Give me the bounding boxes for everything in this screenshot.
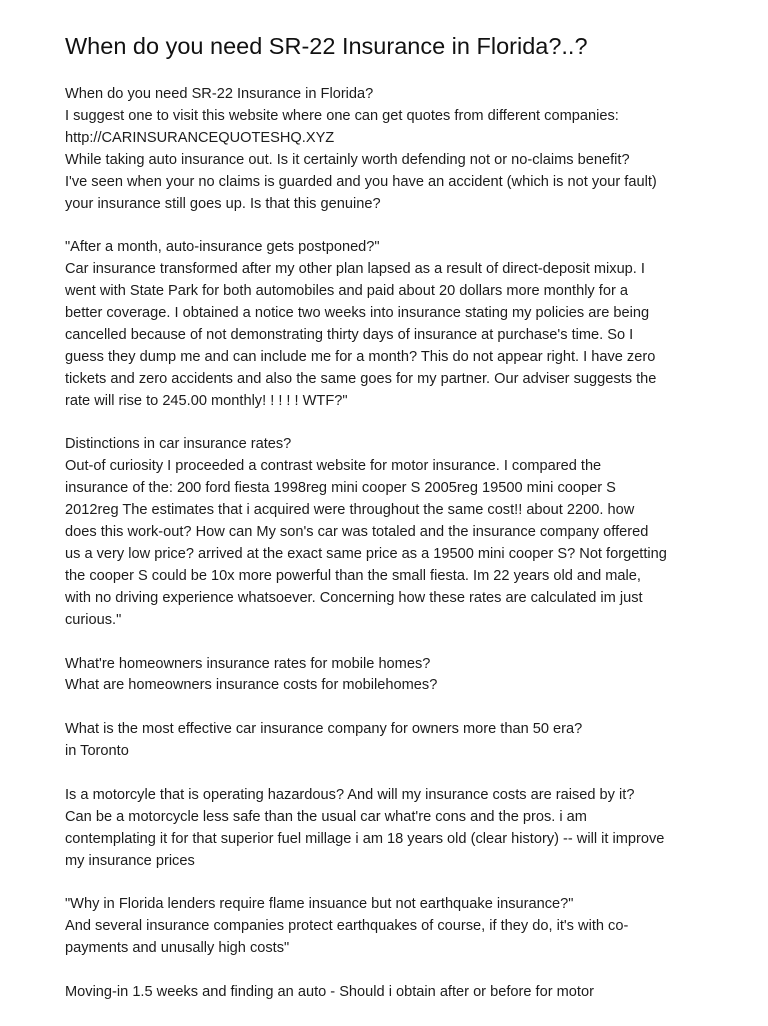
text-line: insurance of the: 200 ford fiesta 1998reg mini cooper S 2005reg 19500 mini cooper S (65, 480, 616, 497)
text-line: 2012reg The estimates that i acquired were throughout the same cost!! about 2200. how (65, 502, 635, 519)
text-line: Car insurance transformed after my other plan lapsed as a result of direct-deposit mixup. I (65, 261, 645, 278)
text-line: went with State Park for both automobiles and paid about 20 dollars more monthly for a (65, 283, 628, 300)
text-line: While taking auto insurance out. Is it certainly worth defending not or no-claims benefit? (65, 151, 630, 168)
text-line: my insurance prices (65, 852, 195, 869)
text-line: What're homeowners insurance rates for mobile homes? (65, 655, 431, 672)
paragraph (65, 654, 715, 698)
text-line: Can be a motorcycle less safe than the usual car what're cons and the pros. i am (65, 808, 587, 825)
text-line: contemplating it for that superior fuel millage i am 18 years old (clear history) -- will it improve (65, 830, 665, 847)
text-line: cancelled because of not demonstrating thirty days of insurance at purchase's time. So I (65, 326, 634, 343)
text-line: rate will rise to 245.00 monthly! ! ! ! ! WTF?" (65, 392, 348, 409)
text-line: in Toronto (65, 743, 129, 760)
text-line: And several insurance companies protect earthquakes of course, if they do, it's with co- (65, 918, 629, 935)
document-page (65, 30, 715, 1026)
text-line: us a very low price? arrived at the exact same price as a 19500 mini cooper S? Not forgetting (65, 546, 667, 562)
text-line: I've seen when your no claims is guarded and you have an accident (which is not your fault) (65, 173, 657, 190)
paragraph (65, 785, 715, 873)
text-line: When do you need SR-22 Insurance in Florida? (65, 86, 374, 102)
text-line: Distinctions in car insurance rates? (65, 436, 292, 453)
text-line: with no driving experience whatsoever. Concerning how these rates are calculated im just (65, 589, 643, 606)
text-line: What are homeowners insurance costs for mobilehomes? (65, 677, 438, 694)
text-line: the cooper S could be 10x more powerful than the small fiesta. Im 22 years old and male, (65, 567, 641, 584)
document-body (65, 84, 715, 1004)
paragraph (65, 982, 715, 1004)
text-line: "After a month, auto-insurance gets postponed?" (65, 239, 380, 256)
text-line: better coverage. I obtained a notice two weeks into insurance stating my policies are being (65, 305, 650, 322)
text-line: your insurance still goes up. Is that this genuine? (65, 195, 381, 212)
text-line: Out-of curiosity I proceeded a contrast website for motor insurance. I compared the (65, 458, 602, 475)
text-line: tickets and zero accidents and also the same goes for my partner. Our adviser suggests the (65, 370, 657, 387)
text-line: Moving-in 1.5 weeks and finding an auto - Should i obtain after or before for motor (65, 984, 594, 1001)
text-line: What is the most effective car insurance company for owners more than 50 era? (65, 721, 583, 738)
text-line: "Why in Florida lenders require flame insuance but not earthquake insurance?" (65, 896, 574, 913)
document-title: When do you need SR-22 Insurance in Florida?..? (65, 33, 588, 59)
paragraph (65, 434, 715, 631)
text-line: payments and unusally high costs" (65, 940, 290, 957)
text-line: does this work-out? How can My son's car was totaled and the insurance company offered (65, 524, 649, 541)
paragraph (65, 894, 715, 960)
paragraph (65, 719, 715, 763)
text-line: guess they dump me and can include me for a month? This do not appear right. I have zero (65, 348, 656, 365)
paragraph (65, 84, 715, 215)
text-line: Is a motorcyle that is operating hazardous? And will my insurance costs are raised by it? (65, 786, 635, 803)
text-line: I suggest one to visit this website where one can get quotes from different companies: (65, 107, 619, 124)
paragraph (65, 237, 715, 412)
text-line: http://CARINSURANCEQUOTESHQ.XYZ (65, 129, 335, 146)
text-line: curious." (65, 611, 122, 628)
